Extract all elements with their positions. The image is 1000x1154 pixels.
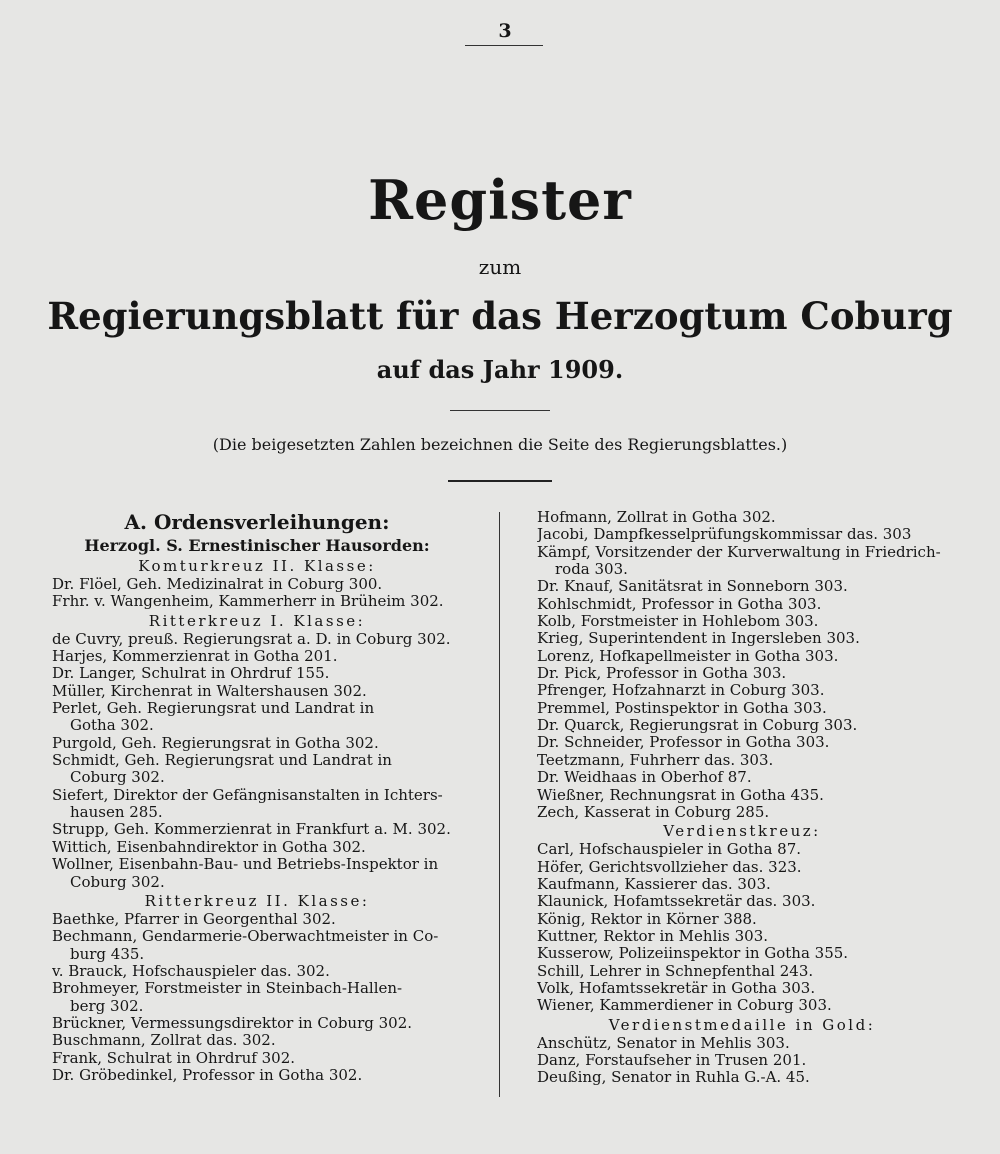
list-entry: Dr. Quarck, Regierungsrat in Coburg 303.: [537, 717, 858, 735]
page-number: 3: [498, 20, 512, 42]
list-entry: Dr. Flöel, Geh. Medizinalrat in Coburg 300.: [52, 576, 383, 593]
list-entry: Klaunick, Hofamtssekretär das. 303.: [537, 893, 816, 911]
list-entry: Kolb, Forstmeister in Hohlebom 303.: [537, 613, 819, 631]
list-entry: Pfrenger, Hofzahnarzt in Coburg 303.: [537, 682, 825, 700]
page-subtitle: Regierungsblatt für das Herzogtum Coburg: [47, 294, 953, 338]
list-entry: Carl, Hofschauspieler in Gotha 87.: [537, 841, 802, 859]
list-entry: de Cuvry, preuß. Regierungsrat a. D. in Coburg 302.: [52, 630, 451, 648]
list-entry: Perlet, Geh. Regierungsrat und Landrat in: [52, 700, 375, 718]
list-entry: Wollner, Eisenbahn-Bau- und Betriebs-Inspektor in: [52, 856, 439, 874]
list-entry: Dr. Weidhaas in Oberhof 87.: [537, 769, 752, 787]
year-line: auf das Jahr 1909.: [376, 355, 624, 384]
list-entry: Frank, Schulrat in Ohrdruf 302.: [52, 1049, 296, 1067]
list-entry: Brückner, Vermessungsdirektor in Coburg 302.: [52, 1014, 413, 1032]
list-entry: Deußing, Senator in Ruhla G.-A. 45.: [537, 1069, 810, 1087]
list-entry: Danz, Forstaufseher in Trusen 201.: [537, 1051, 807, 1069]
list-entry-continuation: berg 302.: [70, 997, 144, 1015]
list-entry: Lorenz, Hofkapellmeister in Gotha 303.: [537, 647, 839, 665]
list-entry: Volk, Hofamtssekretär in Gotha 303.: [537, 979, 816, 997]
list-entry: Kaufmann, Kassierer das. 303.: [537, 875, 771, 893]
list-entry: Dr. Schneider, Professor in Gotha 303.: [537, 734, 830, 752]
list-entry: Frhr. v. Wangenheim, Kammerherr in Brüheim 302.: [52, 593, 444, 611]
list-entry: Dr. Langer, Schulrat in Ohrdruf 155.: [52, 665, 330, 683]
list-entry: Wießner, Rechnungsrat in Gotha 435.: [537, 786, 824, 804]
list-entry-continuation: hausen 285.: [70, 804, 163, 822]
list-entry-continuation: Coburg 302.: [70, 769, 165, 787]
list-entry: Kämpf, Vorsitzender der Kurverwaltung in Friedrich-: [537, 543, 941, 561]
list-entry: Bechmann, Gendarmerie-Oberwachtmeister in Co-: [52, 928, 439, 946]
list-entry: Jacobi, Dampfkesselprüfungskommissar das. 303: [537, 526, 912, 544]
list-entry: Harjes, Kommerzienrat in Gotha 201.: [52, 648, 338, 666]
subsection-heading: Herzogl. S. Ernestinischer Hausorden:: [84, 536, 430, 555]
list-entry: Schill, Lehrer in Schnepfenthal 243.: [537, 962, 814, 980]
list-entry-continuation: Coburg 302.: [70, 873, 165, 891]
title-rule: [450, 410, 550, 411]
list-entry: Höfer, Gerichtsvollzieher das. 323.: [537, 858, 802, 876]
list-entry-continuation: roda 303.: [555, 561, 628, 579]
class-heading: Verdienstmedaille in Gold:: [608, 1015, 876, 1034]
class-heading: Ritterkreuz II. Klasse:: [144, 891, 370, 910]
right-column: [537, 509, 947, 1087]
list-entry: Premmel, Postinspektor in Gotha 303.: [537, 699, 827, 717]
list-entry-continuation: burg 435.: [70, 945, 145, 963]
list-entry: v. Brauck, Hofschauspieler das. 302.: [52, 962, 330, 980]
title-connector: zum: [478, 255, 522, 279]
list-entry: Baethke, Pfarrer in Georgenthal 302.: [52, 910, 336, 928]
list-entry: Hofmann, Zollrat in Gotha 302.: [537, 509, 776, 526]
list-entry-continuation: Gotha 302.: [70, 717, 154, 735]
list-entry: Krieg, Superintendent in Ingersleben 303.: [537, 630, 860, 648]
list-entry: Kusserow, Polizeiinspektor in Gotha 355.: [537, 945, 849, 963]
list-entry: Kuttner, Rektor in Mehlis 303.: [537, 927, 769, 945]
list-entry: Zech, Kasserat in Coburg 285.: [537, 803, 770, 821]
section-heading: A. Ordensverleihungen:: [124, 510, 390, 534]
list-entry: Dr. Gröbedinkel, Professor in Gotha 302.: [52, 1066, 363, 1084]
page-title: Register: [368, 168, 632, 232]
class-heading: Komturkreuz II. Klasse:: [138, 557, 376, 575]
left-column: [52, 510, 462, 1084]
column-divider: [499, 512, 500, 1097]
list-entry: Dr. Pick, Professor in Gotha 303.: [537, 665, 787, 683]
list-entry: Teetzmann, Fuhrherr das. 303.: [537, 751, 774, 769]
list-entry: Purgold, Geh. Regierungsrat in Gotha 302.: [52, 734, 379, 752]
list-entry: Kohlschmidt, Professor in Gotha 303.: [537, 595, 822, 613]
list-entry: Dr. Knauf, Sanitätsrat in Sonneborn 303.: [537, 578, 848, 596]
page-number-rule: [465, 45, 543, 46]
note-rule: [448, 480, 552, 482]
list-entry: Wittich, Eisenbahndirektor in Gotha 302.: [52, 838, 366, 856]
list-entry: Brohmeyer, Forstmeister in Steinbach-Hallen-: [52, 980, 403, 998]
list-entry: Siefert, Direktor der Gefängnisanstalten in Ichters-: [52, 786, 443, 804]
list-entry: Anschütz, Senator in Mehlis 303.: [537, 1034, 790, 1052]
list-entry: Buschmann, Zollrat das. 302.: [52, 1032, 276, 1050]
class-heading: Ritterkreuz I. Klasse:: [148, 611, 366, 630]
class-heading: Verdienstkreuz:: [663, 822, 821, 841]
list-entry: Strupp, Geh. Kommerzienrat in Frankfurt a. M. 302.: [52, 821, 451, 839]
list-entry: König, Rektor in Körner 388.: [537, 910, 757, 928]
page-note: (Die beigesetzten Zahlen bezeichnen die Seite des Regierungsblattes.): [212, 435, 788, 454]
list-entry: Müller, Kirchenrat in Waltershausen 302.: [52, 682, 367, 700]
list-entry: Schmidt, Geh. Regierungsrat und Landrat in: [52, 752, 392, 770]
list-entry: Wiener, Kammerdiener in Coburg 303.: [537, 997, 832, 1015]
